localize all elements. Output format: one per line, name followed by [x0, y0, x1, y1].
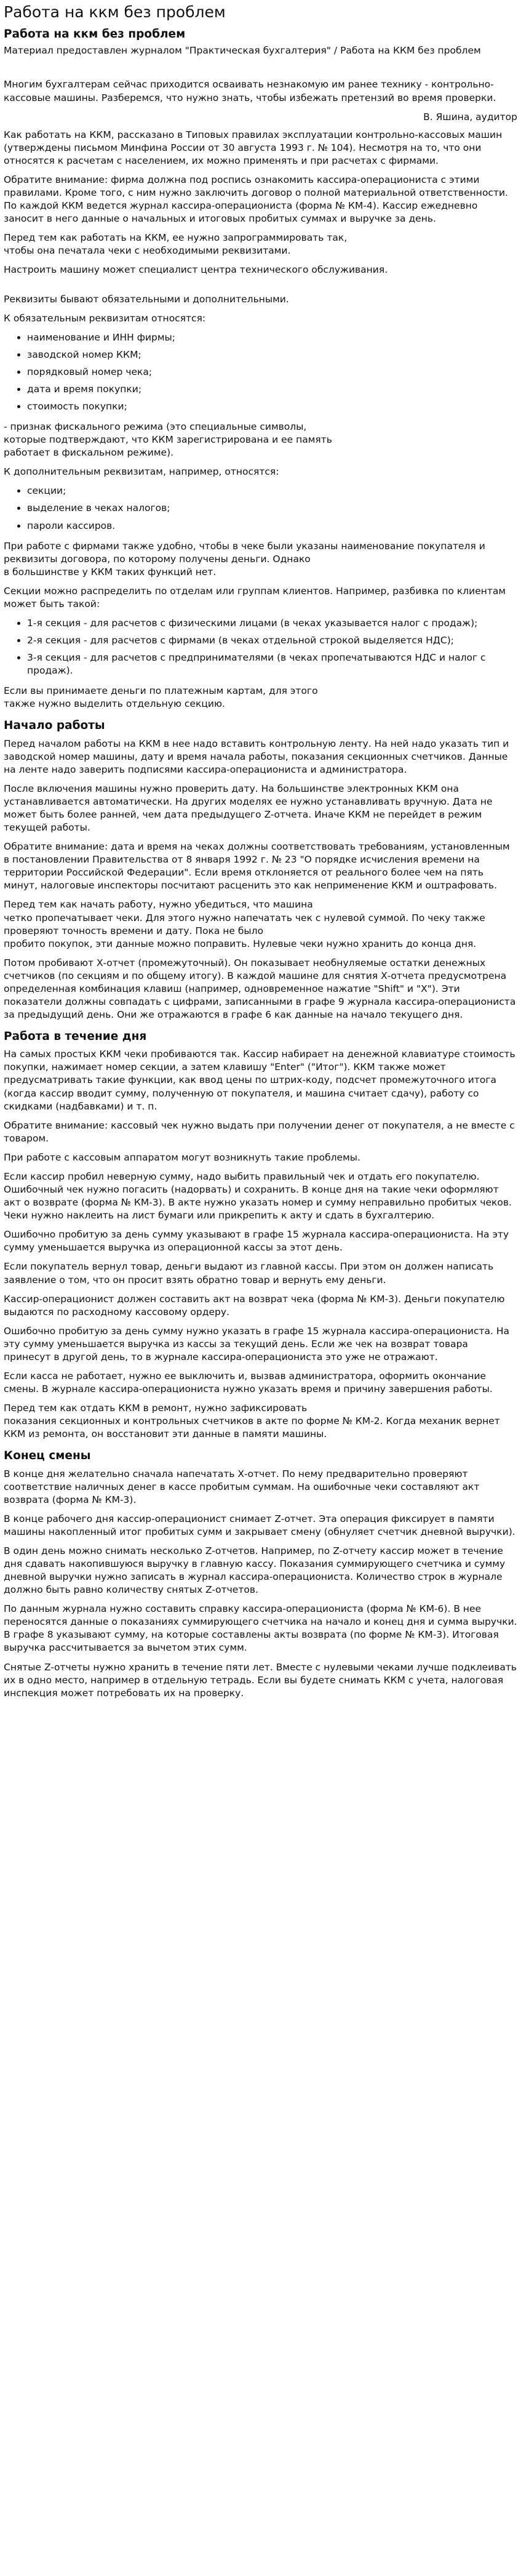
list-item: • пароли кассиров.: [27, 520, 517, 533]
paragraph: Если кассир пробил неверную сумму, надо выбить правильный чек и отдать его покупателю. Ошибочный чек нужно погасить (надорвать) и сохранить. В конце дня на такие чеки оформляют акт о возврате (форма № КМ-3). В акте нужно указать номер и сумму неправильно пробитых чеков. Чеки нужно наклеить на лист бумаги или прикрепить к акту и сдать в бухгалтерию.: [4, 1170, 512, 1222]
paragraph: Обратите внимание: кассовый чек нужно выдать при получении денег от покупателя, а не вместе с товаром.: [4, 1119, 515, 1144]
paragraph: Как работать на ККМ, рассказано в Типовых правилах эксплуатации контрольно-кассовых машин (утверждены письмом Минфина России от 30 августа 1993 г. № 104). Несмотря на то, что они относятся к расчетам с населением, их можно применять и при расчетах с фирмами.: [4, 129, 503, 166]
list-item: • секции;: [27, 485, 517, 497]
paragraph: В один день можно снимать несколько Z-отчетов. Например, по Z-отчету кассир может в течение дня сдавать накопившуюся выручку в главную кассу. Показания суммирующего счетчика и сумму дневной выручки нужно записать в журнал кассира-операциониста. Количество строк в журнале должно быть равно количеству снятых Z-отчетов.: [4, 1545, 506, 1596]
author-signature: В. Яшина, аудитор: [423, 111, 517, 123]
paragraph: Обратите внимание: фирма должна под роспись ознакомить кассира-операциониста с этими правилами. Кроме того, с ним нужно заключить договор о полной материальной ответственности. По каждой ККМ ведется журнал кассира-операциониста (форма № КМ-4). Кассир ежедневно заносит в него данные о начальных и итоговых пробитых суммах и выручке за день.: [4, 174, 508, 225]
intro-paragraph: Многим бухгалтерам сейчас приходится осваивать незнакомую им ранее технику - контрольно-кассовые машины. Разберемся, что нужно знать, чтобы избежать претензий во время проверки.: [4, 79, 496, 103]
paragraph: Кассир-операционист должен составить акт на возврат чека (форма № КМ-3). Деньги покупателю выдаются по расходному кассовому ордеру.: [4, 1293, 505, 1318]
paragraph: При работе с кассовым аппаратом могут возникнуть такие проблемы.: [4, 1151, 360, 1163]
article-heading: Работа на ккм без проблем: [4, 28, 186, 41]
page-title: Работа на ккм без проблем: [4, 3, 226, 21]
list-item: • выделение в чеках налогов;: [27, 502, 517, 515]
paragraph: Снятые Z-отчеты нужно хранить в течение пяти лет. Вместе с нулевыми чеками лучше подклеивать их в одно место, например в отдельную тетрадь. Если вы будете снимать ККМ с учета, налоговая инспекция может потребовать их на проверку.: [4, 1661, 517, 1699]
sections-list: [4, 617, 517, 677]
paragraph: На самых простых ККМ чеки пробиваются так. Кассир набирает на денежной клавиатуре стоимость покупки, нажимает номер секции, а затем клавишу "Enter" ("Итог"). ККМ также может предусматривать такие функции, как ввод цены по штрих-коду, подсчет промежуточного итога (когда кассир вводит сумму, полученную от покупателя, и машина считает сдачу), работу со скидками (надбавками) и т. п.: [4, 1049, 515, 1112]
paragraph: Перед тем как работать на ККМ, ее нужно запрограммировать так, чтобы она печатала чеки с необходимыми реквизитами.: [4, 232, 348, 257]
paragraph: Если покупатель вернул товар, деньги выдают из главной кассы. При этом он должен написать заявление о том, что он просит взять обратно товар и вернуть ему деньги.: [4, 1261, 494, 1286]
mandatory-intro: К обязательным реквизитам относятся:: [4, 312, 206, 324]
list-item: • дата и время покупки;: [27, 383, 517, 396]
list-item: • 1-я секция - для расчетов с физическими лицами (в чеках указывается налог с продаж);: [27, 617, 517, 630]
list-item: • наименование и ИНН фирмы;: [27, 331, 517, 344]
additional-intro: К дополнительным реквизитам, например, относятся:: [4, 466, 279, 478]
paragraph: Настроить машину может специалист центра технического обслуживания.: [4, 264, 388, 276]
paragraph: Потом пробивают Х-отчет (промежуточный). Он показывает необнуляемые остатки денежных счетчиков (по секциям и по общему итогу). В каждой машине для снятия Х-отчета предусмотрена определенная комбинация клавиш (например, одновременное нажатие "Shift" и "Х"). Эти показатели должны совпадать с цифрами, записанными в графе 9 журнала кассира-операциониста за предыдущий день. Они же отражаются в графе 6 как данные на начало текущего дня.: [4, 957, 516, 1021]
paragraph: Если касса не работает, нужно ее выключить и, вызвав администратора, оформить окончание смены. В журнале кассира-операциониста нужно указать время и причину завершения работы.: [4, 1370, 493, 1395]
paragraph: Перед началом работы на ККМ в нее надо вставить контрольную ленту. На ней надо указать тип и заводской номер машины, дату и время начала работы, показания секционных счетчиков. Данные на ленте надо заверить подписями кассира-операциониста и администратора.: [4, 738, 509, 775]
list-item: • 2-я секция - для расчетов с фирмами (в чеках отдельной строкой выделяется НДС);: [27, 634, 517, 647]
section-heading-start: Начало работы: [4, 719, 105, 733]
paragraph: По данным журнала нужно составить справку кассира-операциониста (форма № КМ-6). В нее переносятся данные о показаниях суммирующего счетчика на начало и конец дня и сумма выручки. В графе 8 указывают сумму, на которые составлены акты возврата (по форме № КМ-3). Итоговая выручка рассчитывается за вычетом этих сумм.: [4, 1603, 517, 1654]
list-item: • стоимость покупки;: [27, 400, 517, 413]
cards-note: Если вы принимаете деньги по платежным картам, для этого также нужно выделить отдельную секцию.: [4, 685, 318, 710]
list-item: • 3-я секция - для расчетов с предпринимателями (в чеках пропечатываются НДС и налог с продаж).: [27, 651, 517, 677]
firms-note: При работе с фирмами также удобно, чтобы в чеке были указаны наименование покупателя и реквизиты договора, по которому получены деньги. Однако в большинстве у ККМ таких функций нет.: [4, 540, 485, 578]
section-heading-day: Работа в течение дня: [4, 1030, 147, 1044]
paragraph: В конце дня желательно сначала напечатать Х-отчет. По нему предварительно проверяют соответствие наличных денег в кассе пробитым суммам. На ошибочные чеки составляют акт возврата (форма № КМ-3).: [4, 1468, 480, 1505]
paragraph: После включения машины нужно проверить дату. На большинстве электронных ККМ она устанавливается автоматически. На других моделях ее нужно устанавливать вручную. Дата не может быть более ранней, чем дата предыдущего Z-отчета. Иначе ККМ не перейдет в режим текущей работы.: [4, 783, 493, 834]
list-item: • заводской номер ККМ;: [27, 348, 517, 361]
additional-list: [4, 485, 517, 532]
paragraph: Перед тем как отдать ККМ в ремонт, нужно зафиксировать показания секционных и контрольных счетчиков в акте по форме № КМ-2. Когда механик вернет ККМ из ремонта, он восстановит эти данные в памяти машины.: [4, 1403, 500, 1440]
requisites-intro: Реквизиты бывают обязательными и дополнительными.: [4, 293, 289, 305]
mandatory-list: [4, 331, 517, 413]
paragraph: Перед тем как начать работу, нужно убедиться, что машина четко пропечатывает чеки. Для этого нужно напечатать чек с нулевой суммой. По чеку также проверяют точность времени и дату. Пока не было пробито покупок, эти данные можно поправить. Нулевые чеки нужно хранить до конца дня.: [4, 899, 485, 949]
paragraph: В конце рабочего дня кассир-операционист снимает Z-отчет. Эта операция фиксирует в памяти машины накопленный итог пробитых сумм и закрывает смену (обнуляет счетчик дневной выручки).: [4, 1513, 515, 1537]
paragraph: Обратите внимание: дата и время на чеках должны соответствовать требованиям, установленным в постановлении Правительства от 8 января 1992 г. № 23 "О порядке исчисления времени на территории Российской Федерации". Если время отклоняется от реального более чем на пять минут, налоговые инспекторы посчитают расценить это как неприменение ККМ и оштрафовать.: [4, 841, 510, 892]
fiscal-note: - признак фискального режима (это специальные символы, которые подтверждают, что ККМ зарегистрирована и ее память работает в фискальном режиме).: [4, 421, 332, 459]
sections-intro: Секции можно распределить по отделам или группам клиентов. Например, разбивка по клиентам может быть такой:: [4, 585, 506, 610]
paragraph: Ошибочно пробитую за день сумму указывают в графе 15 журнала кассира-операциониста. На эту сумму уменьшается выручка из операционной кассы за этот день.: [4, 1229, 509, 1254]
section-heading-end: Конец смены: [4, 1449, 91, 1463]
article-lead: Материал предоставлен журналом "Практическая бухгалтерия" / Работа на ККМ без проблем: [4, 45, 481, 57]
list-item: • порядковый номер чека;: [27, 366, 517, 379]
paragraph: Ошибочно пробитую за день сумму нужно указать в графе 15 журнала кассира-операциониста. На эту сумму уменьшается выручка из кассы за текущий день. Если же чек на возврат товара принесут в другой день, то в журнале кассира-операциониста это уже не отражают.: [4, 1325, 510, 1362]
